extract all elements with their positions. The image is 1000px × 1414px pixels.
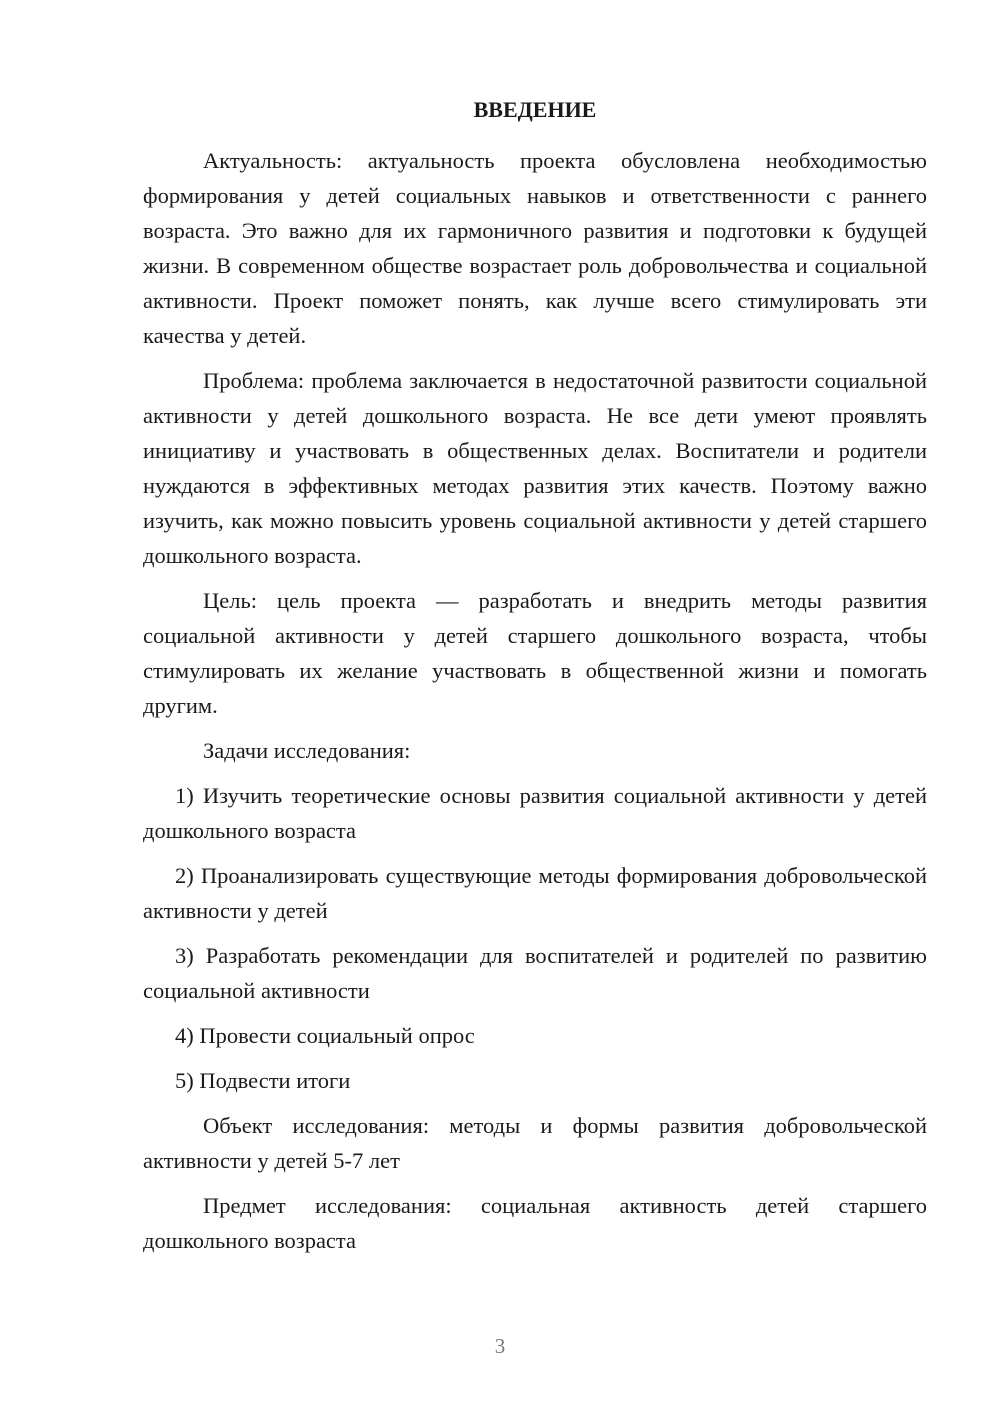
goal-paragraph: Цель: цель проекта — разработать и внедрить методы развития социальной активности у детей старшего дошкольного возраста, чтобы стимулировать их желание участвовать в общественной жизни и помогать другим. — [143, 588, 927, 718]
research-object-paragraph: Объект исследования: методы и формы развития добровольческой активности у детей 5-7 лет — [143, 1113, 927, 1173]
task-item: 4) Провести социальный опрос — [175, 1023, 475, 1048]
section-title: ВВЕДЕНИЕ — [473, 97, 597, 122]
task-item: 5) Подвести итоги — [175, 1068, 351, 1093]
relevance-paragraph: Актуальность: актуальность проекта обусловлена необходимостью формирования у детей социальных навыков и ответственности с раннего возраста. Это важно для их гармоничного развития и подготовки к будущей жизни. В современном обществе возрастает роль добровольчества и социальной активности. Проект поможет понять, как лучше всего стимулировать эти качества у детей. — [143, 148, 927, 348]
page-content — [143, 93, 927, 1268]
research-subject-paragraph: Предмет исследования: социальная активность детей старшего дошкольного возраста — [143, 1193, 927, 1253]
page-number: 3 — [494, 1334, 506, 1358]
task-item: 1) Изучить теоретические основы развития социальной активности у детей дошкольного возраста — [143, 783, 927, 843]
tasks-heading: Задачи исследования: — [203, 738, 411, 763]
problem-paragraph: Проблема: проблема заключается в недостаточной развитости социальной активности у детей дошкольного возраста. Не все дети умеют проявлять инициативу и участвовать в общественных делах. Воспитатели и родители нуждаются в эффективных методах развития этих качеств. Поэтому важно изучить, как можно повысить уровень социальной активности у детей старшего дошкольного возраста. — [143, 368, 927, 568]
task-item: 2) Проанализировать существующие методы формирования добровольческой активности у детей — [143, 863, 927, 923]
task-item: 3) Разработать рекомендации для воспитателей и родителей по развитию социальной активности — [143, 943, 927, 1003]
